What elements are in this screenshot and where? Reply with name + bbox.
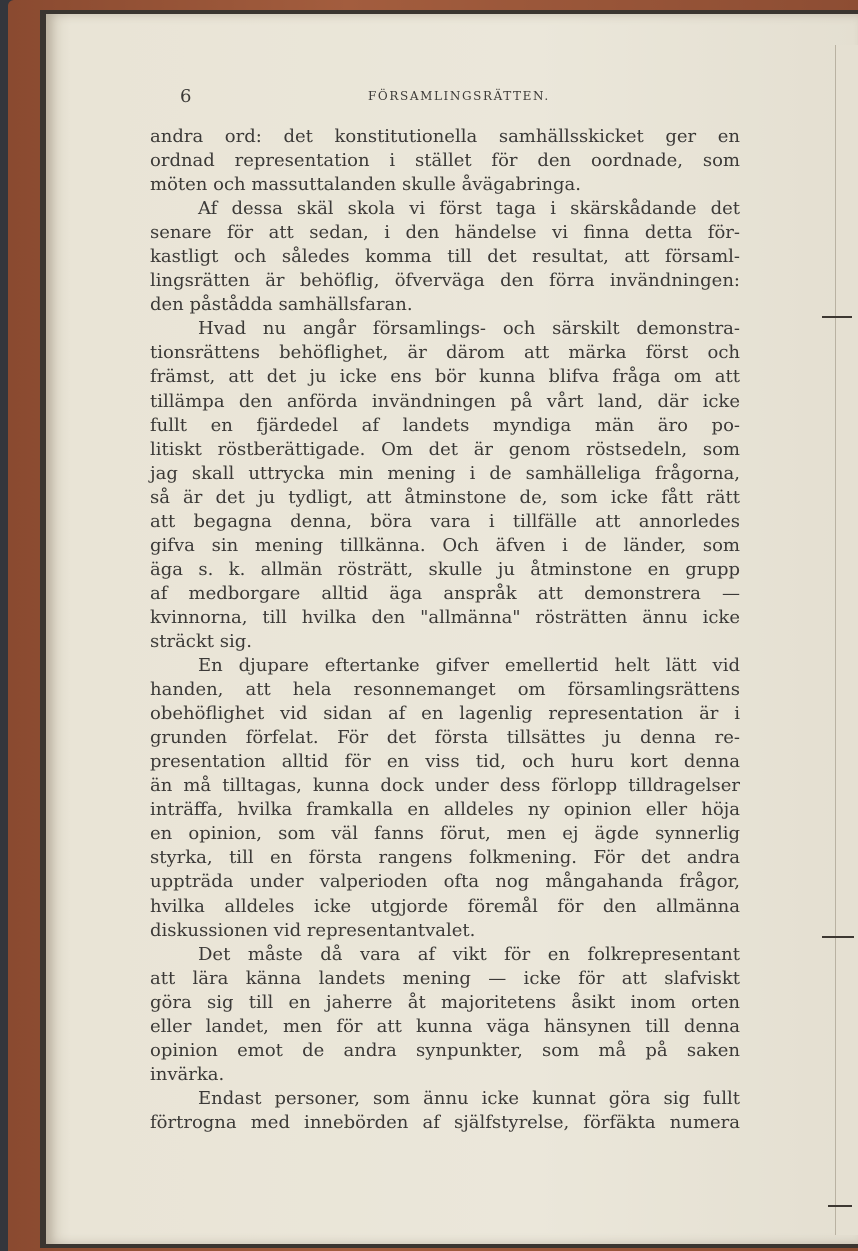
edge-mark bbox=[828, 1205, 852, 1207]
text-line: kvinnorna, till hvilka den "allmänna" rösträtten ännu icke bbox=[150, 606, 740, 628]
text-line: handen, att hela resonnemanget om församlingsrättens bbox=[150, 679, 740, 701]
text-line: sträckt sig. bbox=[150, 630, 252, 652]
text-line: ordnad representation i stället för den oordnade, som bbox=[150, 150, 740, 172]
text-line: förtrogna med innebörden af själfstyrelse, förfäkta numera bbox=[150, 1111, 740, 1133]
text-line: diskussionen vid representantvalet. bbox=[150, 919, 476, 941]
text-line: Endast personer, som ännu icke kunnat göra sig fullt bbox=[198, 1087, 740, 1109]
edge-mark bbox=[822, 316, 852, 318]
text-line: så är det ju tydligt, att åtminstone de, som icke fått rätt bbox=[150, 486, 740, 508]
text-line: senare för att sedan, i den händelse vi finna detta för- bbox=[150, 222, 740, 244]
next-page-edge bbox=[835, 45, 858, 1235]
text-line: äga s. k. allmän rösträtt, skulle ju åtminstone en grupp bbox=[150, 558, 740, 580]
page-header bbox=[150, 86, 740, 108]
text-line: Det måste då vara af vikt för en folkrepresentant bbox=[198, 943, 740, 965]
text-line: tionsrättens behöflighet, är därom att märka först och bbox=[150, 342, 740, 364]
text-line: fullt en fjärdedel af landets myndiga män äro po- bbox=[150, 414, 740, 436]
text-line: lingsrätten är behöflig, öfverväga den förra invändningen: bbox=[150, 270, 740, 292]
text-line: göra sig till en jaherre åt majoritetens åsikt inom orten bbox=[150, 991, 740, 1013]
page-number: 6 bbox=[180, 86, 192, 107]
text-line: hvilka alldeles icke utgjorde föremål för den allmänna bbox=[150, 895, 740, 917]
edge-mark bbox=[822, 936, 854, 938]
text-line: eller landet, men för att kunna väga hänsynen till denna bbox=[150, 1015, 740, 1037]
body-text bbox=[150, 125, 740, 1135]
text-line: tillämpa den anförda invändningen på vårt land, där icke bbox=[150, 390, 740, 412]
running-title: FÖRSAMLINGSRÄTTEN. bbox=[368, 89, 550, 103]
text-line: en opinion, som väl fanns förut, men ej ägde synnerlig bbox=[150, 823, 740, 845]
text-line: litiskt röstberättigade. Om det är genom röstsedeln, som bbox=[150, 438, 740, 460]
text-line: opinion emot de andra synpunkter, som må på saken bbox=[150, 1039, 740, 1061]
text-line: gifva sin mening tillkänna. Och äfven i de länder, som bbox=[150, 534, 740, 556]
text-line: jag skall uttrycka min mening i de samhälleliga frågorna, bbox=[150, 462, 740, 484]
text-line: möten och massuttalanden skulle åvägabringa. bbox=[150, 174, 581, 196]
text-line: inträffa, hvilka framkalla en alldeles ny opinion eller höja bbox=[150, 799, 740, 821]
text-line: obehöflighet vid sidan af en lagenlig representation är i bbox=[150, 703, 740, 725]
text-line: invärka. bbox=[150, 1063, 225, 1085]
text-line: En djupare eftertanke gifver emellertid helt lätt vid bbox=[198, 655, 740, 677]
text-line: att lära känna landets mening — icke för att slafviskt bbox=[150, 967, 740, 989]
text-line: främst, att det ju icke ens bör kunna blifva fråga om att bbox=[150, 366, 740, 388]
text-line: andra ord: det konstitutionella samhällsskicket ger en bbox=[150, 126, 740, 147]
text-line: styrka, till en första rangens folkmening. För det andra bbox=[150, 847, 740, 869]
text-line: kastligt och således komma till det resultat, att församl- bbox=[150, 246, 740, 268]
text-line: Hvad nu angår församlings- och särskilt demonstra- bbox=[198, 318, 740, 340]
text-line: af medborgare alltid äga anspråk att demonstrera — bbox=[150, 582, 740, 604]
text-line: uppträda under valperioden ofta nog mångahanda frågor, bbox=[150, 871, 740, 893]
text-line: grunden förfelat. För det första tillsättes ju denna re- bbox=[150, 727, 740, 749]
text-line: att begagna denna, böra vara i tillfälle att annorledes bbox=[150, 510, 740, 532]
text-line: den påstådda samhällsfaran. bbox=[150, 294, 413, 316]
text-line: Af dessa skäl skola vi först taga i skärskådande det bbox=[198, 198, 740, 220]
text-line: presentation alltid för en viss tid, och huru kort denna bbox=[150, 751, 740, 773]
text-line: än må tilltagas, kunna dock under dess förlopp tilldragelser bbox=[150, 775, 740, 797]
